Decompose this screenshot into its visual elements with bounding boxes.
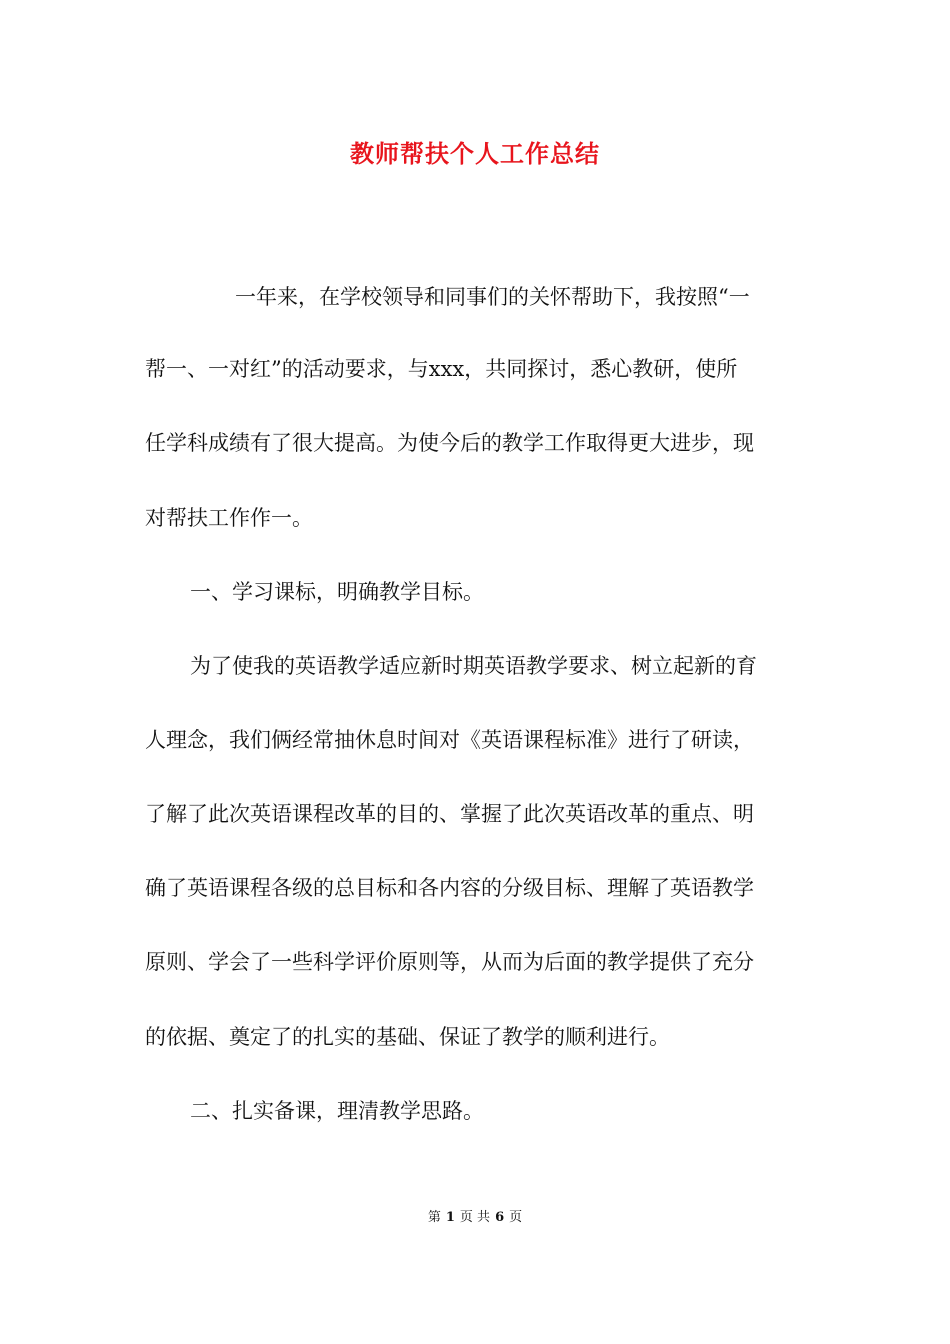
footer-middle: 页 共 xyxy=(459,1210,491,1225)
footer-total-pages: 6 xyxy=(495,1210,505,1225)
footer-current-page: 1 xyxy=(445,1210,455,1225)
paragraph-line: 人理念，我们俩经常抽休息时间对《英语课程标准》进行了研读， xyxy=(145,728,754,752)
paragraph-line: 为了使我的英语教学适应新时期英语教学要求、树立起新的育 xyxy=(190,654,757,678)
section-heading: 二、扎实备课，理清教学思路。 xyxy=(190,1099,484,1123)
document-title: 教师帮扶个人工作总结 xyxy=(350,139,600,168)
section-heading: 一、学习课标，明确教学目标。 xyxy=(190,580,484,604)
paragraph-line: 确了英语课程各级的总目标和各内容的分级目标、理解了英语教学 xyxy=(145,876,754,900)
footer-prefix: 第 xyxy=(427,1210,441,1225)
footer-suffix: 页 xyxy=(509,1210,523,1225)
paragraph-line: 帮一、一对红”的活动要求，与xxx，共同探讨，悉心教研，使所 xyxy=(145,357,738,381)
paragraph-line: 的依据、奠定了的扎实的基础、保证了教学的顺利进行。 xyxy=(145,1025,670,1049)
paragraph-line: 对帮扶工作作一。 xyxy=(145,506,313,530)
paragraph-line: 任学科成绩有了很大提高。为使今后的教学工作取得更大进步，现 xyxy=(145,431,754,455)
page-footer xyxy=(0,1208,950,1228)
paragraph-line: 原则、学会了一些科学评价原则等，从而为后面的教学提供了充分 xyxy=(145,950,754,974)
paragraph-line: 一年来，在学校领导和同事们的关怀帮助下，我按照“一 xyxy=(235,285,750,309)
paragraph-line: 了解了此次英语课程改革的目的、掌握了此次英语改革的重点、明 xyxy=(145,802,754,826)
